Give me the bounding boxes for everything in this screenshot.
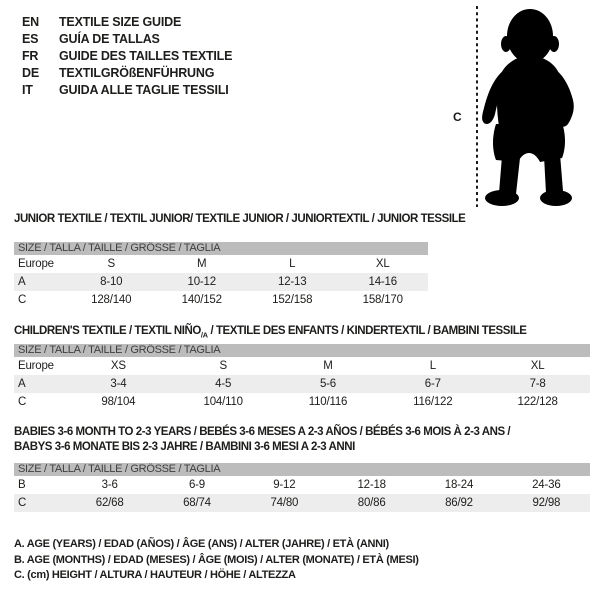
row-value: 74/80 xyxy=(270,497,299,509)
row-value: 10-12 xyxy=(187,276,216,288)
table-row xyxy=(14,375,590,393)
footnotes xyxy=(14,537,419,584)
table-row xyxy=(14,494,590,512)
row-value: M xyxy=(323,360,333,372)
row-label: Europe xyxy=(18,360,54,372)
table-row xyxy=(14,291,428,309)
row-value: 86/92 xyxy=(445,497,473,509)
table-title-text: JUNIOR TEXTILE / TEXTIL JUNIOR/ TEXTILE JUNIOR / JUNIORTEXTIL / JUNIOR TESSILE xyxy=(14,213,466,225)
language-code: DE xyxy=(22,65,39,80)
height-measure-label: C xyxy=(453,110,462,124)
language-row xyxy=(22,48,232,65)
row-label: A xyxy=(18,276,26,288)
row-value: 6-7 xyxy=(424,378,441,390)
table-rows xyxy=(14,255,428,309)
row-label: B xyxy=(18,479,26,491)
row-value: 140/152 xyxy=(181,294,222,306)
language-code: ES xyxy=(22,32,39,47)
row-value: L xyxy=(429,360,436,372)
row-value: L xyxy=(289,258,296,270)
row-value: XL xyxy=(375,258,390,270)
row-value: 122/128 xyxy=(517,396,558,408)
language-row xyxy=(22,31,232,48)
language-code: IT xyxy=(22,82,33,97)
row-value: 158/170 xyxy=(362,294,403,306)
language-code: EN xyxy=(22,15,39,30)
table-title-text: BABYS 3-6 MONATE BIS 2-3 JAHRE / BAMBINI 3-6 MESI A 2-3 ANNI xyxy=(14,441,355,453)
row-value: 3-6 xyxy=(101,479,118,491)
size-table-section xyxy=(14,324,590,408)
row-value: 18-24 xyxy=(444,479,474,491)
table-title-text: CHILDREN'S TEXTILE / TEXTIL NIÑO xyxy=(14,325,201,337)
footnote: B. AGE (MONTHS) / EDAD (MESES) / ÂGE (MOIS) / ALTER (MONATE) / ETÀ (MESI) xyxy=(14,553,419,566)
row-value: 116/122 xyxy=(413,396,453,408)
row-value: 110/116 xyxy=(308,396,348,408)
language-label: GUÍA DE TALLAS xyxy=(59,32,160,47)
row-value: 92/98 xyxy=(532,497,561,509)
language-row xyxy=(22,64,232,81)
row-value: 80/86 xyxy=(357,497,386,509)
row-value: 24-36 xyxy=(532,479,561,491)
row-value: 4-5 xyxy=(215,378,232,390)
row-value: 12-13 xyxy=(278,276,307,288)
row-value: 6-9 xyxy=(188,479,205,491)
size-header-bar: SIZE / TALLA / TAILLE / GRÖSSE / TAGLIA xyxy=(14,242,428,255)
language-row xyxy=(22,81,232,98)
table-title-text: / TEXTILE DES ENFANTS / KINDERTEXTIL / BAMBINI TESSILE xyxy=(207,325,527,337)
row-label: C xyxy=(18,497,27,509)
baby-figure xyxy=(450,0,600,215)
language-list xyxy=(22,14,232,98)
size-table-section xyxy=(14,425,590,509)
table-row xyxy=(14,255,428,273)
row-value: S xyxy=(219,360,227,372)
row-value: 104/110 xyxy=(203,396,243,408)
row-value: 62/68 xyxy=(95,497,124,509)
table-title xyxy=(14,425,590,455)
table-title xyxy=(14,324,590,342)
row-value: XS xyxy=(110,360,126,372)
table-row xyxy=(14,476,590,494)
row-value: M xyxy=(197,258,207,270)
table-row xyxy=(14,357,590,375)
row-value: 5-6 xyxy=(319,378,336,390)
row-label: C xyxy=(18,294,27,306)
language-row xyxy=(22,14,232,31)
row-value: S xyxy=(107,258,115,270)
size-table-section xyxy=(14,212,466,306)
row-value: 98/104 xyxy=(101,396,136,408)
table-rows xyxy=(14,357,590,411)
row-value: 3-4 xyxy=(110,378,127,390)
table-title xyxy=(14,212,466,227)
size-table xyxy=(14,463,590,512)
table-row xyxy=(14,273,428,291)
language-label: GUIDE DES TAILLES TEXTILE xyxy=(59,48,233,63)
language-label: TEXTILGRÖßENFÜHRUNG xyxy=(59,65,215,80)
row-value: XL xyxy=(530,360,545,372)
row-value: 152/158 xyxy=(272,294,313,306)
row-value: 14-16 xyxy=(368,276,397,288)
footnote: C. (cm) HEIGHT / ALTURA / HAUTEUR / HÖHE / ALTEZZA xyxy=(14,569,296,582)
size-table xyxy=(14,344,590,411)
row-value: 7-8 xyxy=(529,378,546,390)
size-header-bar: SIZE / TALLA / TAILLE / GRÖSSE / TAGLIA xyxy=(14,344,590,357)
language-label: TEXTILE SIZE GUIDE xyxy=(59,15,182,30)
row-value: 8-10 xyxy=(100,276,123,288)
table-row xyxy=(14,393,590,411)
row-label: C xyxy=(18,396,27,408)
row-value: 128/140 xyxy=(91,294,132,306)
table-title-text: BABIES 3-6 MONTH TO 2-3 YEARS / BEBÉS 3-6 MESES A 2-3 AÑOS / BÉBÉS 3-6 MOIS À 2-3 ANS / xyxy=(14,426,511,438)
table-title-text: /A xyxy=(200,330,208,340)
language-label: GUIDA ALLE TAGLIE TESSILI xyxy=(59,82,229,97)
size-header-bar: SIZE / TALLA / TAILLE / GRÖSSE / TAGLIA xyxy=(14,463,590,476)
language-code: FR xyxy=(22,48,39,63)
row-label: A xyxy=(18,378,26,390)
footnote: A. AGE (YEARS) / EDAD (AÑOS) / ÂGE (ANS) / ALTER (JAHRE) / ETÀ (ANNI) xyxy=(14,538,389,550)
row-value: 12-18 xyxy=(357,479,386,491)
row-value: 9-12 xyxy=(273,479,296,491)
table-rows xyxy=(14,476,590,512)
row-label: Europe xyxy=(18,258,54,270)
row-value: 68/74 xyxy=(183,497,211,509)
size-table xyxy=(14,242,428,309)
baby-silhouette-icon xyxy=(482,9,574,206)
